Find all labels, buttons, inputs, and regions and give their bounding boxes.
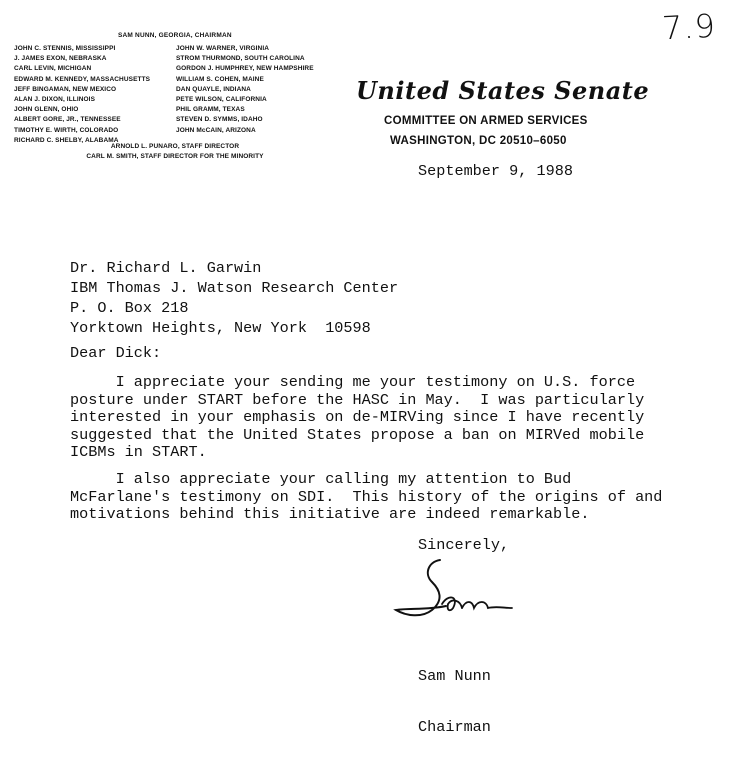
member-name: CARL LEVIN, MICHIGAN <box>14 65 92 73</box>
member-name: ALAN J. DIXON, ILLINOIS <box>14 96 96 104</box>
signer-title: Chairman <box>418 718 491 736</box>
committee-address: WASHINGTON, DC 20510–6050 <box>390 135 567 147</box>
page-number: 7.9 <box>661 6 717 48</box>
address-line: P. O. Box 218 <box>70 299 189 317</box>
member-name: STROM THURMOND, SOUTH CAROLINA <box>176 55 305 63</box>
member-name: STEVEN D. SYMMS, IDAHO <box>176 116 263 124</box>
member-name: JOHN GLENN, OHIO <box>14 106 79 114</box>
member-name: DAN QUAYLE, INDIANA <box>176 85 251 93</box>
member-name: JEFF BINGAMAN, NEW MEXICO <box>14 85 117 93</box>
body-paragraph-1: I appreciate your sending me your testimony on U.S. force posture under START before the HASC in May. I was particularly interested in your emphasis on de-MIRVing since I have recently suggested that the United States propose a ban on MIRVed mobile ICBMs in START. <box>70 373 645 461</box>
senate-title: United States Senate <box>356 76 650 105</box>
letter-date: September 9, 1988 <box>418 162 573 180</box>
handwritten-signature <box>388 556 518 626</box>
address-line: Dr. Richard L. Garwin <box>70 259 262 277</box>
member-name: J. JAMES EXON, NEBRASKA <box>14 55 107 63</box>
salutation: Dear Dick: <box>70 344 162 362</box>
member-name: PETE WILSON, CALIFORNIA <box>176 96 267 104</box>
member-name: ALBERT GORE, JR., TENNESSEE <box>14 116 121 124</box>
member-name: JOHN W. WARNER, VIRGINIA <box>176 45 270 52</box>
staff-director: ARNOLD L. PUNARO, STAFF DIRECTOR <box>110 143 240 150</box>
member-name: EDWARD M. KENNEDY, MASSACHUSETTS <box>14 75 151 83</box>
signer-block <box>418 634 491 753</box>
members-list-left <box>14 44 150 146</box>
staff-directors <box>25 142 325 162</box>
body-paragraph-2: I also appreciate your calling my attention to Bud McFarlane's testimony on SDI. This history of the origins of and motivations behind this initiative are indeed remarkable. <box>70 470 663 523</box>
member-name: JOHN McCAIN, ARIZONA <box>176 126 256 134</box>
member-name: JOHN C. STENNIS, MISSISSIPPI <box>14 45 116 52</box>
member-name: PHIL GRAMM, TEXAS <box>176 106 245 114</box>
committee-name: COMMITTEE ON ARMED SERVICES <box>384 115 588 127</box>
member-name: RICHARD C. SHELBY, ALABAMA <box>14 136 119 144</box>
member-name: TIMOTHY E. WIRTH, COLORADO <box>14 126 119 134</box>
address-line: Yorktown Heights, New York 10598 <box>70 319 371 337</box>
address-line: IBM Thomas J. Watson Research Center <box>70 279 399 297</box>
minority-staff-director: CARL M. SMITH, STAFF DIRECTOR FOR THE MINORITY <box>86 153 264 160</box>
member-name: GORDON J. HUMPHREY, NEW HAMPSHIRE <box>176 65 314 73</box>
committee-chairman: SAM NUNN, GEORGIA, CHAIRMAN <box>118 32 232 39</box>
members-list-right <box>176 44 314 136</box>
signer-name: Sam Nunn <box>418 667 491 685</box>
closing: Sincerely, <box>418 536 510 554</box>
member-name: WILLIAM S. COHEN, MAINE <box>176 75 264 83</box>
